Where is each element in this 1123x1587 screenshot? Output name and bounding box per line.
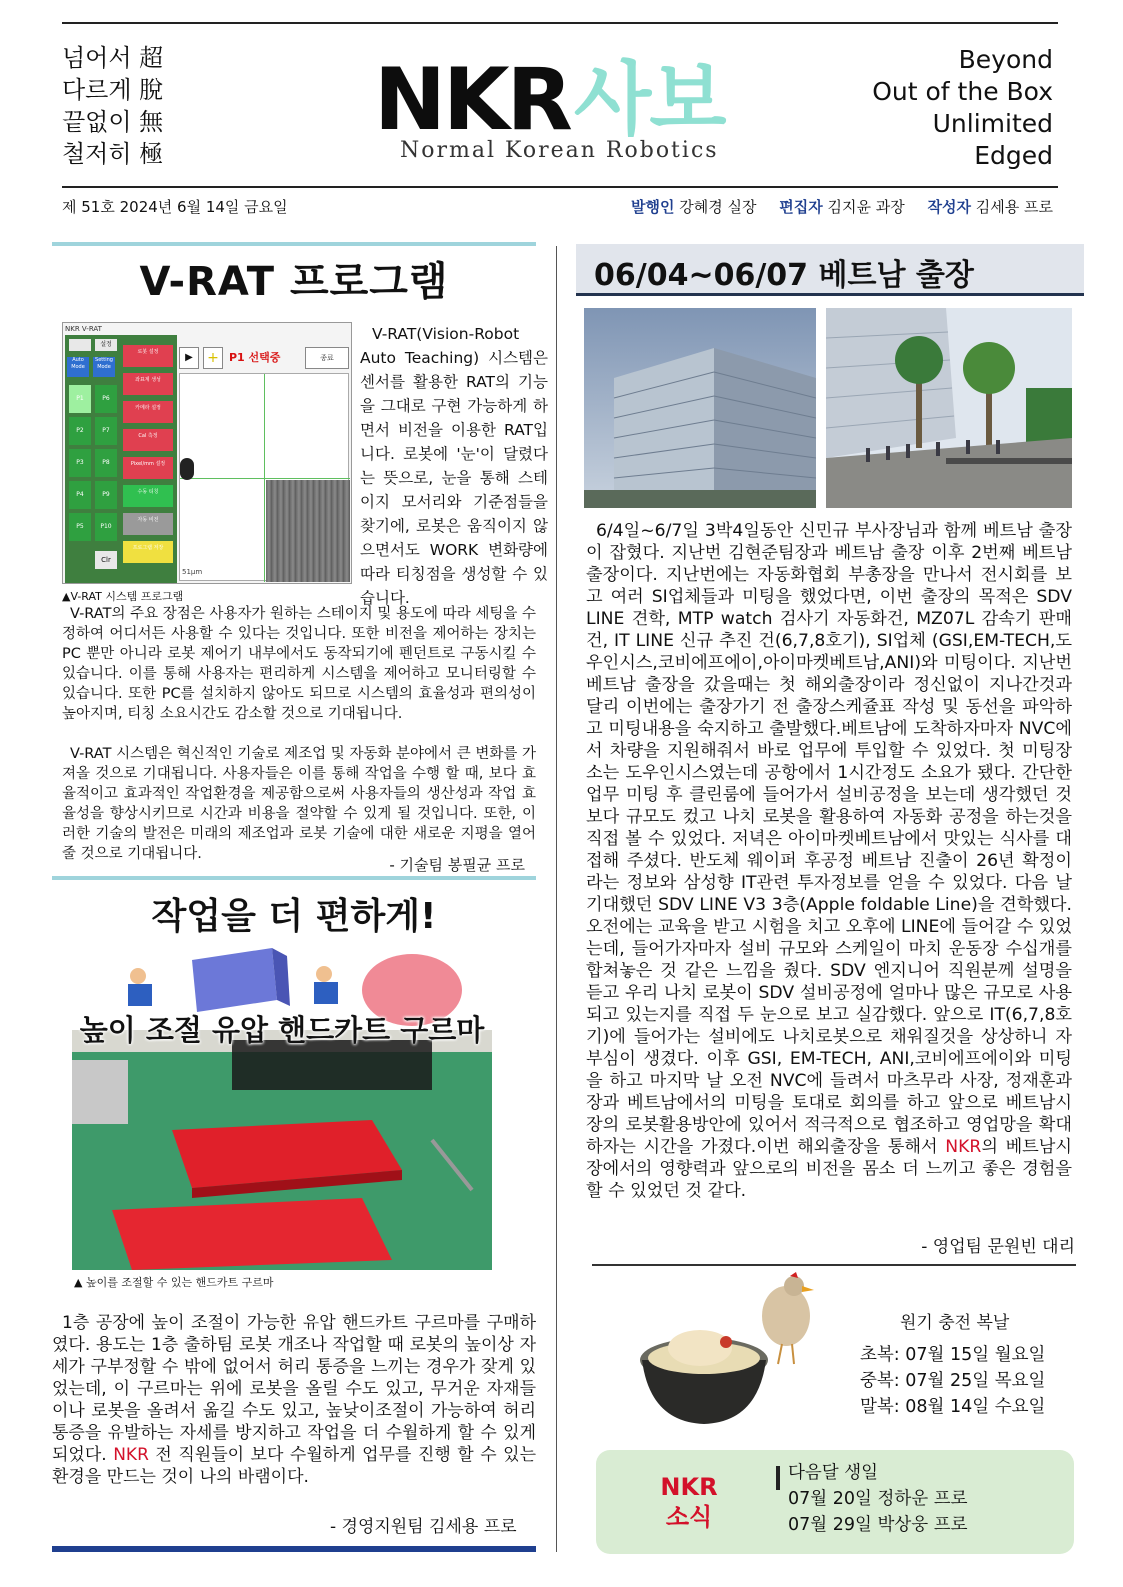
cart-illustration — [72, 940, 492, 1270]
street-illustration — [826, 308, 1072, 508]
vietnam-photo-street — [826, 308, 1072, 508]
vrat-point-button: P8 — [95, 449, 117, 477]
vrat-caption: ▲V-RAT 시스템 프로그램 — [62, 590, 184, 603]
top-rule — [62, 22, 1058, 24]
cart-paragraph: 1층 공장에 높이 조절이 가능한 유압 핸드카트 구르마를 구매하였다. 용도는 1층 출하팀 로봇 개조나 작업할 때 로봇의 높이상 자세가 구부정할 수 밖에 없어서 허리 통증을 느끼는 경우가 잦게 있었는데, 이 구르마는 위에 로봇을 올릴 수도 있고, 무거운 자재들이나 로봇을 올려서 옮길 수도 있고, 높낮이조절이 가능하여 허리 통증을 유발하는 자세를 방지하고 작업을 더 수월하게 할 수 있게 되었다. NKR 전 직원들이 보다 수월하게 업무를 진행 할 수 있는 환경을 만드는 것이 나의 바램이다. — [52, 1313, 537, 1487]
logo-subtitle: Normal Korean Robotics — [400, 138, 719, 163]
vrat-function-button: 수동 티칭 — [123, 485, 173, 507]
vrat-plus-button: + — [203, 347, 223, 369]
cart-caption: ▲ 높이를 조절할 수 있는 핸드카트 구르마 — [74, 1276, 274, 1289]
boknal-item: 초복: 07월 15일 월요일 — [860, 1345, 1046, 1365]
news-list — [788, 1460, 968, 1538]
section-top-bar — [52, 242, 536, 246]
news-item: 07월 20일 정하운 프로 — [788, 1489, 968, 1509]
bottom-bar — [52, 1546, 536, 1552]
boknal-title: 원기 충전 복날 — [900, 1313, 1010, 1333]
vrat-scale-label: 51μm — [182, 568, 203, 576]
boknal-item: 중복: 07월 25일 목요일 — [860, 1371, 1046, 1391]
masthead-right-motto — [872, 44, 1053, 172]
vrat-function-button: Cal 측정 — [123, 429, 173, 451]
nkr-news-box — [596, 1450, 1074, 1554]
motto-line: Edged — [974, 141, 1053, 170]
vrat-top-button — [69, 339, 91, 351]
vrat-paragraph-1: V-RAT의 주요 장점은 사용자가 원하는 스테이지 및 용도에 따라 세팅을 수정하여 어디서든 사용할 수 있다는 것입니다. 또한 비전을 제어하는 장치는 PC 뿐만 아니라 로봇 제어기 내부에서도 동작되기에 펜던트로 구동시킬 수 있습니다. 이를 통해 사용자는 편리하게 시스템을 제어하고 모니터링할 수 있습니다. 또한 PC를 설치하지 않아도 되므로 시스템의 효율성과 편의성이 높아지며, 티칭 소요시간도 감소할 것으로 기대됩니다. — [62, 606, 536, 722]
nkr-news-logo: NKR 소식 — [660, 1473, 718, 1531]
brand-nkr: NKR — [113, 1445, 149, 1465]
vietnam-photo-building — [584, 308, 816, 508]
vrat-clear-button: Clr — [95, 551, 117, 569]
samgyetang-icon — [636, 1272, 816, 1432]
masthead-bottom-rule — [62, 186, 1058, 188]
vrat-selected-label: P1 선택중 — [229, 351, 281, 364]
motto-line: Beyond — [958, 45, 1053, 74]
brand-nkr: NKR — [945, 1137, 982, 1157]
vrat-title: V-RAT 프로그램 — [139, 259, 449, 305]
vrat-point-button: P5 — [69, 513, 91, 541]
cart-photo — [72, 940, 492, 1270]
vrat-point-button: P2 — [69, 417, 91, 445]
vrat-left-panel — [65, 335, 177, 583]
boknal-list — [860, 1342, 1045, 1420]
vrat-side-text: V-RAT(Vision-Robot Auto Teaching) 시스템은 센서를 활용한 RAT의 기능을 그대로 구현 가능하게 하면서 비전을 이용한 RAT입니다. 로봇에 '눈'이 달렸다는 뜻으로, 눈을 통해 스테이지 모서리와 기준점들을 찾기에, 로봇은 움직이지 않으면서도 WORK 변화량에 따라 티칭점을 생성할 수 있습니다. — [360, 325, 548, 607]
vietnam-signature: - 영업팀 문원빈 대리 — [921, 1237, 1075, 1257]
cart-title: 작업을 더 편하게! — [151, 896, 437, 937]
motto-line: Out of the Box — [872, 77, 1053, 106]
motto-line: 넘어서 超 — [62, 44, 164, 72]
vrat-function-button: 프로그램 저장 — [123, 541, 173, 563]
boknal-rule — [592, 1264, 1076, 1266]
motto-line: 철저히 極 — [62, 140, 164, 168]
masthead-logo — [374, 52, 754, 172]
masthead-left-motto — [62, 42, 163, 170]
issue-line: 제 51호 2024년 6월 14일 금요일 — [62, 198, 288, 216]
vietnam-title: 06/04~06/07 베트남 출장 — [594, 258, 974, 293]
vrat-point-button: P10 — [95, 513, 117, 541]
vietnam-header — [576, 244, 1084, 296]
vrat-function-button: 자동 비전 — [123, 513, 173, 535]
building-illustration — [584, 308, 816, 508]
vrat-play-button: ▶ — [179, 347, 199, 369]
vrat-mode-button: Setting Mode — [93, 357, 115, 377]
vrat-point-button: P4 — [69, 481, 91, 509]
motto-line: Unlimited — [932, 109, 1053, 138]
credit-publisher: 발행인 강혜경 실장 — [630, 198, 757, 216]
vrat-signature: - 기술팀 봉필균 프로 — [389, 856, 525, 874]
vrat-mode-button: Auto Mode — [67, 357, 89, 377]
credit-writer: 작성자 김세용 프로 — [927, 198, 1053, 216]
vrat-exit-button: 종료 — [305, 347, 349, 369]
cart-banner: 높이 조절 유압 핸드카트 구르마 — [79, 1013, 485, 1047]
vietnam-paragraph: 6/4일~6/7일 3박4일동안 신민규 부사장님과 함께 베트남 출장이 잡혔다. 지난번 김현준팀장과 베트남 출장 이후 2번째 베트남 출장이다. 지난번에는 자동화협회 부총장을 만나서 전시회를 보고 여러 SI업체들과 미팅을 했었다면, 이번 출장의 목적은 SDV LINE 견학, MTP watch 검사기 자동화건, MZ07L 감속기 판매 건, IT LINE 신규 추진 건(6,7,8호기), SI업체 (GSI,EM-TECH,도우인시스,코비에프에이,아이마켓베트남,ANI)와 미팅이다. 지난번 베트남 출장을 갔을때는 첫 해외출장이라 정신없이 지나간것과 달리 이번에는 출장가기 전 출장스케쥴표 작성 및 동선을 파악하고 미팅내용을 숙지하고 출발했다.베트남에 도착하자마자 NVC에서 차량을 지원해줘서 바로 업무에 투입할 수 있었다. 첫 미팅장소는 도우인시스였는데 공항에서 1시간정도 소요가 됐다. 간단한 업무 미팅 후 클린룸에 들어가서 설비공정을 보는데 생각했던 것 보다 규모도 컸고 나치 로봇을 활용하여 자동화 공정을 하는것을 직접 볼 수 있었다. 저녁은 아이마켓베트남에서 맛있는 식사를 대접해 주셨다. 반도체 웨이퍼 후공정 베트남 진출이 26년 확정이라는 정보와 삼성향 IT관련 투자정보를 얻을 수 있었다. 다음 날 기대했던 SDV LINE V3 3층(Apple foldable Line)을 견학했다. 오전에는 교육을 받고 시험을 치고 오후에 LINE에 들어갈 수 있었는데, 들어가자마자 설비 규모와 스케일이 마치 운동장 수십개를 합쳐놓은 것 같은 느낌을 줬다. SDV 엔지니어 직원분께 설명을 듣고 우리 나치 로봇이 SDV 설비공정에 얼마나 많은 규모로 사용되고 있는지를 직접 두 눈으로 보고 실감했다. 앞으로 IT(6,7,8호기)에 들어가는 설비에도 나치로봇으로 채워질것을 상상하니 자부심이 생겼다. 이후 GSI, EM-TECH, ANI,코비에프에이와 미팅을 하고 마지막 날 오전 NVC에 들려서 마츠무라 사장, 정재훈과장과 베트남에서의 미팅을 토대로 회의를 하고 앞으로 베트남시장의 로봇활용방안에 있어서 적극적으로 협조하고 영업망을 확대하자는 시간을 가졌다.이번 해외출장을 통해서 NKR의 베트남시장에서의 영향력과 앞으로의 비전을 몸소 더 느끼고 좋은 경험을 할 수 있었던 것 같다. — [586, 521, 1073, 1201]
boknal-item: 말복: 08월 14일 수요일 — [860, 1397, 1046, 1417]
logo-sabo: 사보 — [574, 53, 725, 146]
vrat-window-title: NKR V-RAT — [65, 325, 102, 333]
vrat-function-button: 좌표계 생성 — [123, 373, 173, 395]
motto-line: 다르게 脫 — [62, 76, 164, 104]
vrat-function-button: Pixel/mm 설정 — [123, 457, 173, 479]
news-heading: 다음달 생일 — [788, 1463, 879, 1483]
vrat-function-button: 카메라 설정 — [123, 401, 173, 423]
vrat-point-button: P9 — [95, 481, 117, 509]
vrat-camera-view — [179, 373, 349, 581]
vrat-point-button: P7 — [95, 417, 117, 445]
column-divider — [556, 246, 557, 1552]
vrat-point-button: P6 — [95, 385, 117, 413]
vrat-screenshot — [62, 322, 352, 584]
vrat-point-button: P3 — [69, 449, 91, 477]
vrat-point-button: P1 — [69, 385, 91, 413]
vrat-top-button: 설정 — [95, 339, 117, 351]
news-item: 07월 29일 박상웅 프로 — [788, 1515, 968, 1535]
vrat-paragraph-2: V-RAT 시스템은 혁신적인 기술로 제조업 및 자동화 분야에서 큰 변화를 가져올 것으로 기대됩니다. 사용자들은 이를 통해 작업을 수행 할 때, 보다 효율적이고 효과적인 작업환경을 제공함으로써 사용자들의 생산성과 작업 효율성을 향상시키므로 시간과 비용을 절약할 수 있게 될 것입니다. 또한, 이러한 기술의 발전은 미래의 제조업과 로봇 기술에 대한 새로운 지평을 열어줄 것으로 기대됩니다. — [62, 746, 536, 862]
motto-line: 끝없이 無 — [62, 108, 164, 136]
news-accent-bar — [776, 1466, 780, 1490]
vrat-function-button: 로봇 설정 — [123, 345, 173, 367]
credit-editor: 편집자 김지윤 과장 — [779, 198, 905, 216]
credits — [613, 196, 1053, 217]
cart-signature: - 경영지원팀 김세용 프로 — [330, 1517, 517, 1537]
section-divider-bar — [52, 876, 536, 880]
logo-nkr: NKR — [374, 50, 570, 150]
